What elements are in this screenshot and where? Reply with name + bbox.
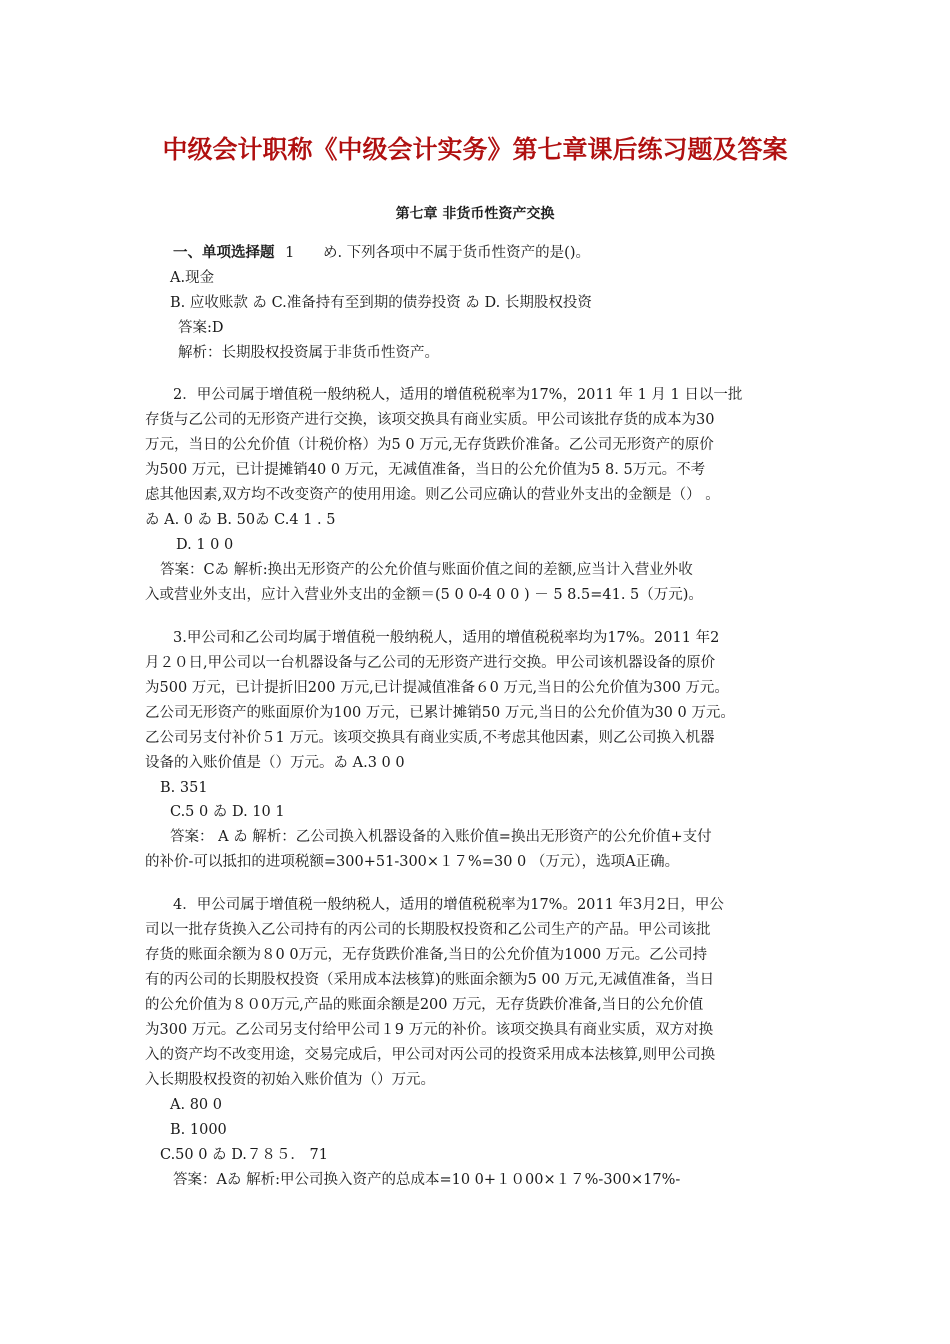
paragraph-line: 入长期股权投资的初始入账价值为（）万元。: [145, 1072, 435, 1088]
paragraph-line: 入的资产均不改变用途，交易完成后，甲公司对丙公司的投资采用成本法核算,则甲公司换: [145, 1047, 716, 1063]
paragraph-line: 4．甲公司属于增值税一般纳税人，适用的增值税税率为17%。2011 年3月2日，甲公: [173, 897, 724, 913]
paragraph-line: 有的丙公司的长期股权投资（采用成本法核算)的账面余额为5 00 万元,无减值准备，当日: [145, 972, 715, 988]
question-mark: め.: [322, 245, 343, 261]
options-b-c-d: B. 应收账款 ゐ C.准备持有至到期的债券投资 ゐ D. 长期股权投资: [170, 295, 592, 311]
chapter-heading: 第七章 非货币性资产交换: [395, 206, 555, 222]
paragraph-line: 乙公司另支付补价５1 万元。该项交换具有商业实质,不考虑其他因素，则乙公司换入机器: [145, 730, 715, 746]
page-title: 中级会计职称《中级会计实务》第七章课后练习题及答案: [162, 135, 788, 164]
question-text: 下列各项中不属于货币性资产的是()。: [346, 245, 590, 261]
paragraph-line: 的公允价值为８０0万元,产品的账面余额是200 万元，无存货跌价准备,当日的公允价值: [145, 997, 704, 1013]
answer-line: 答案： A ゐ 解析：乙公司换入机器设备的入账价值=换出无形资产的公允价值+支付: [170, 829, 712, 845]
paragraph-line: 的补价-可以抵扣的进项税额=300+51-300×１７%=30 0 （万元），选项A正确。: [145, 854, 680, 870]
paragraph-line: 2．甲公司属于增值税一般纳税人，适用的增值税税率为17%，2011 年 1 月 1 日以一批: [173, 387, 743, 403]
paragraph-line: 乙公司无形资产的账面原价为100 万元，已累计摊销50 万元,当日的公允价值为30 0 万元。: [145, 705, 735, 721]
paragraph-line: 万元，当日的公允价值（计税价格）为5 0 万元,无存货跌价准备。乙公司无形资产的原价: [145, 437, 714, 453]
answer-line: 答案：Cゐ 解析:换出无形资产的公允价值与账面价值之间的差额,应当计入营业外收: [160, 562, 693, 578]
option-b: B. 1000: [170, 1122, 227, 1138]
option-d: D. 1 0 0: [176, 537, 234, 553]
paragraph-line: 虑其他因素,双方均不改变资产的使用用途。则乙公司应确认的营业外支出的金额是（） 。: [145, 487, 720, 503]
section-heading: 一、单项选择题: [173, 245, 275, 261]
explanation: 解析：长期股权投资属于非货币性资产。: [178, 345, 439, 361]
paragraph-line: 设备的入账价值是（）万元。ゐ A.3 0 0: [145, 755, 405, 771]
question-number: 1: [285, 245, 295, 261]
paragraph-line: 存货的账面余额为８0 0万元，无存货跌价准备,当日的公允价值为1000 万元。乙公司持: [145, 947, 708, 963]
paragraph-line: 月２０日,甲公司以一台机器设备与乙公司的无形资产进行交换。甲公司该机器设备的原价: [145, 655, 716, 671]
paragraph-line: 为300 万元。乙公司另支付给甲公司１9 万元的补价。该项交换具有商业实质，双方对换: [145, 1022, 714, 1038]
paragraph-line: 存货与乙公司的无形资产进行交换，该项交换具有商业实质。甲公司该批存货的成本为30: [145, 412, 715, 428]
answer: 答案:D: [178, 320, 224, 336]
answer-line: 答案：Aゐ 解析:甲公司换入资产的总成本=10 0+１０00×１７%-300×17%-: [173, 1172, 681, 1188]
option-a: A. 80 0: [170, 1097, 222, 1113]
options-c-d: C.5 0 ゐ D. 10 1: [170, 804, 285, 820]
paragraph-line: 司以一批存货换入乙公司持有的丙公司的长期股权投资和乙公司生产的产品。甲公司该批: [145, 922, 711, 938]
paragraph-line: 3.甲公司和乙公司均属于增值税一般纳税人，适用的增值税税率均为17%。2011 年2: [173, 630, 720, 646]
paragraph-line: 入或营业外支出，应计入营业外支出的金额＝(5 0 0-4 0 0 ) － 5 8.5=41. 5（万元)。: [145, 587, 703, 603]
options-line: ゐ A. 0 ゐ B. 50ゐ C.4 1 . 5: [145, 512, 336, 528]
paragraph-line: 为500 万元，已计提摊销40 0 万元，无减值准备，当日的公允价值为5 8. 5万元。不考: [145, 462, 706, 478]
options-c-d: C.50 0 ゐ D.７８５． 71: [160, 1147, 328, 1163]
paragraph-line: 为500 万元，已计提折旧200 万元,已计提减值准备６0 万元,当日的公允价值为300 万元。: [145, 680, 729, 696]
option-b: B. 351: [160, 780, 208, 796]
question-1-line: [173, 243, 590, 263]
option-a: A.现金: [170, 270, 215, 286]
